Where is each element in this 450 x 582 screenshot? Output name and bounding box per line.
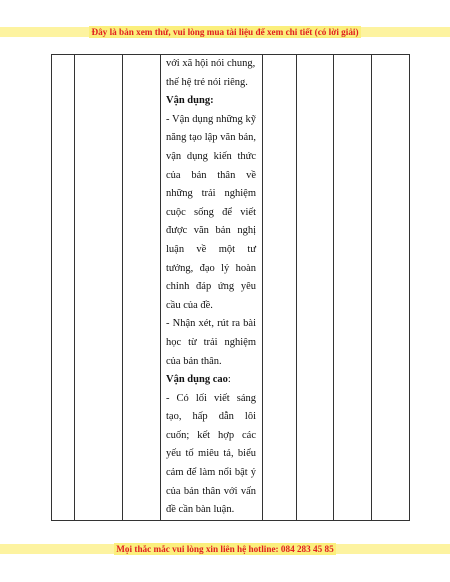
table-cell-count-2 [297, 55, 334, 521]
table-cell-content-unit [123, 55, 161, 521]
table-cell-requirements [161, 55, 263, 521]
intro-line: với xã hội nói chung, [166, 58, 256, 69]
van-dung-cao-heading-line [166, 371, 256, 390]
table-cell-count-3 [334, 55, 372, 521]
table-cell-count-1 [263, 55, 297, 521]
header-notice-banner [0, 27, 450, 37]
table-cell-count-4 [372, 55, 410, 521]
table-row [52, 55, 410, 521]
requirements-content [161, 55, 262, 520]
van-dung-paragraph: - Vận dụng những kỹ năng tạo lập văn bản, vận dụng kiến thức của bản thân về những trải nghiệm cuộc sống để viết được văn bản nghị luận về một tư tưởng, đạo lý hoàn chỉnh đáp ứng yêu cầu của đề. [166, 113, 256, 311]
heading-colon: : [227, 374, 231, 386]
van-dung-heading: Vận dụng: [166, 95, 214, 107]
footer-notice-text: Mọi thắc mắc vui lòng xin liên hệ hotline: 084 283 45 85 [116, 544, 334, 554]
intro-line: thế hệ trẻ nói riêng. [166, 76, 248, 88]
van-dung-paragraph: - Nhận xét, rút ra bài học từ trải nghiệm của bản thân. [166, 318, 256, 367]
table-cell-stt [52, 55, 75, 521]
footer-notice-banner [0, 544, 450, 554]
rubric-table [51, 54, 410, 521]
header-notice-text: Đây là bản xem thử, vui lòng mua tài liệu để xem chi tiết (có lời giải) [91, 27, 359, 37]
van-dung-cao-paragraph: - Có lối viết sáng tạo, hấp dẫn lôi cuốn; kết hợp các yếu tố miêu tả, biểu cảm để làm nổi bật ý của bản thân với vấn đề cần bàn luận. [166, 392, 256, 516]
van-dung-cao-heading: Vận dụng cao [166, 374, 228, 386]
table-cell-chapter [75, 55, 123, 521]
